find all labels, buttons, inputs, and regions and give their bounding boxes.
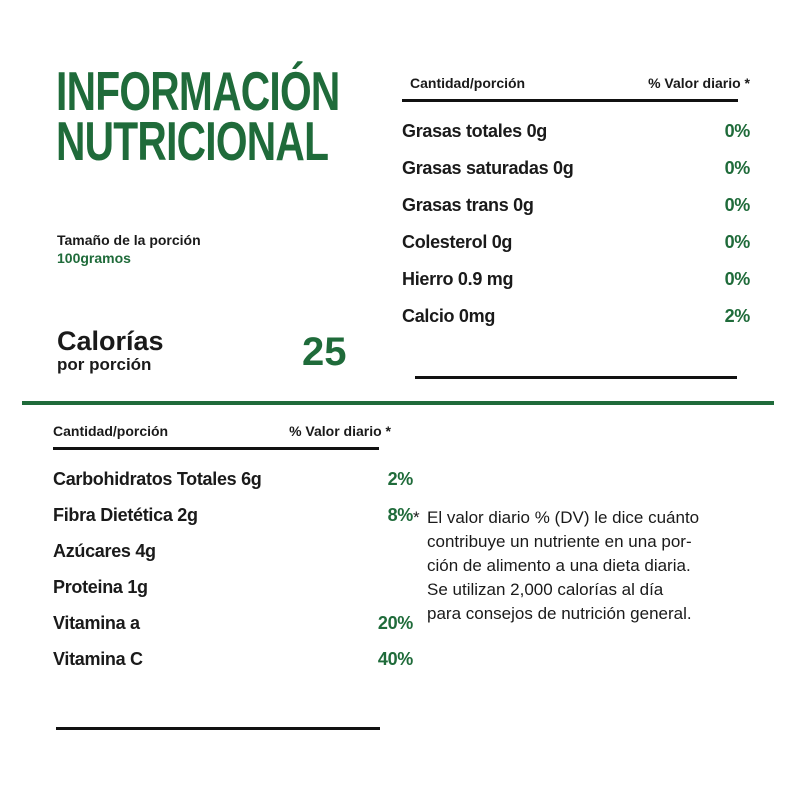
nutrient-name: Grasas totales 0g xyxy=(402,121,547,141)
nutrient-name: Grasas trans 0g xyxy=(402,195,534,215)
table-row xyxy=(402,306,750,343)
footnote-line: contribuye un nutriente en una por- xyxy=(427,532,692,551)
nutrient-percent: 0% xyxy=(724,158,750,178)
nutrient-percent: 20% xyxy=(377,613,413,633)
nutrient-percent: 0% xyxy=(724,121,750,141)
daily-value-footnote xyxy=(413,506,763,626)
table-row xyxy=(402,195,750,232)
nutrient-name: Hierro 0.9 mg xyxy=(402,269,514,289)
nutrient-name: Carbohidratos Totales 6g xyxy=(53,469,262,489)
header-daily-value: % Valor diario * xyxy=(289,423,391,439)
table-row xyxy=(53,613,413,649)
table-row xyxy=(53,577,413,613)
table-end-rule xyxy=(415,376,737,379)
serving-size xyxy=(57,231,201,267)
serving-size-label: Tamaño de la porción xyxy=(57,232,201,248)
nutrient-table-bottom xyxy=(53,422,413,685)
page-title xyxy=(56,60,340,172)
serving-size-value: 100gramos xyxy=(57,250,131,266)
section-divider xyxy=(22,401,774,405)
footnote-line: ción de alimento a una dieta diaria. xyxy=(427,556,691,575)
nutrient-percent: 0% xyxy=(724,269,750,289)
nutrient-percent: 2% xyxy=(724,306,750,326)
nutrient-name: Vitamina C xyxy=(53,649,143,669)
nutrient-name: Vitamina a xyxy=(53,613,140,633)
title-line-2: NUTRICIONAL xyxy=(56,110,329,172)
table-row xyxy=(402,158,750,195)
nutrient-percent: 0% xyxy=(724,195,750,215)
header-rule xyxy=(53,447,379,450)
nutrient-name: Azúcares 4g xyxy=(53,541,156,561)
table-row xyxy=(53,505,413,541)
table-row xyxy=(402,269,750,306)
table-header xyxy=(402,74,750,92)
calories-sublabel: por porción xyxy=(57,355,152,374)
nutrient-table-top xyxy=(402,74,750,343)
table-row xyxy=(402,232,750,269)
footnote-line: El valor diario % (DV) le dice cuánto xyxy=(427,508,700,527)
calories-value: 25 xyxy=(302,330,347,374)
footnote-marker: * xyxy=(413,508,420,527)
footnote-text xyxy=(427,506,763,626)
table-end-rule xyxy=(56,727,380,730)
table-row xyxy=(53,649,413,685)
footnote-line: para consejos de nutrición general. xyxy=(427,604,692,623)
nutrient-name: Calcio 0mg xyxy=(402,306,496,326)
table-row xyxy=(53,541,413,577)
table-row xyxy=(53,469,413,505)
calories-label: Calorías xyxy=(57,326,164,356)
title-line-1: INFORMACIÓN xyxy=(56,60,340,122)
nutrient-percent: 40% xyxy=(377,649,413,669)
nutrient-name: Grasas saturadas 0g xyxy=(402,158,574,178)
header-amount: Cantidad/porción xyxy=(410,75,526,91)
nutrient-percent: 8% xyxy=(387,505,413,525)
nutrient-name: Proteina 1g xyxy=(53,577,148,597)
header-daily-value: % Valor diario * xyxy=(648,75,750,91)
header-rule xyxy=(402,99,738,102)
nutrient-name: Fibra Dietética 2g xyxy=(53,505,198,525)
nutrient-name: Colesterol 0g xyxy=(402,232,513,252)
table-header xyxy=(53,422,391,440)
table-row xyxy=(402,121,750,158)
calories-block xyxy=(57,326,164,374)
nutrient-percent: 2% xyxy=(387,469,413,489)
footnote-line: Se utilizan 2,000 calorías al día xyxy=(427,580,664,599)
nutrient-percent: 0% xyxy=(724,232,750,252)
header-amount: Cantidad/porción xyxy=(53,423,169,439)
